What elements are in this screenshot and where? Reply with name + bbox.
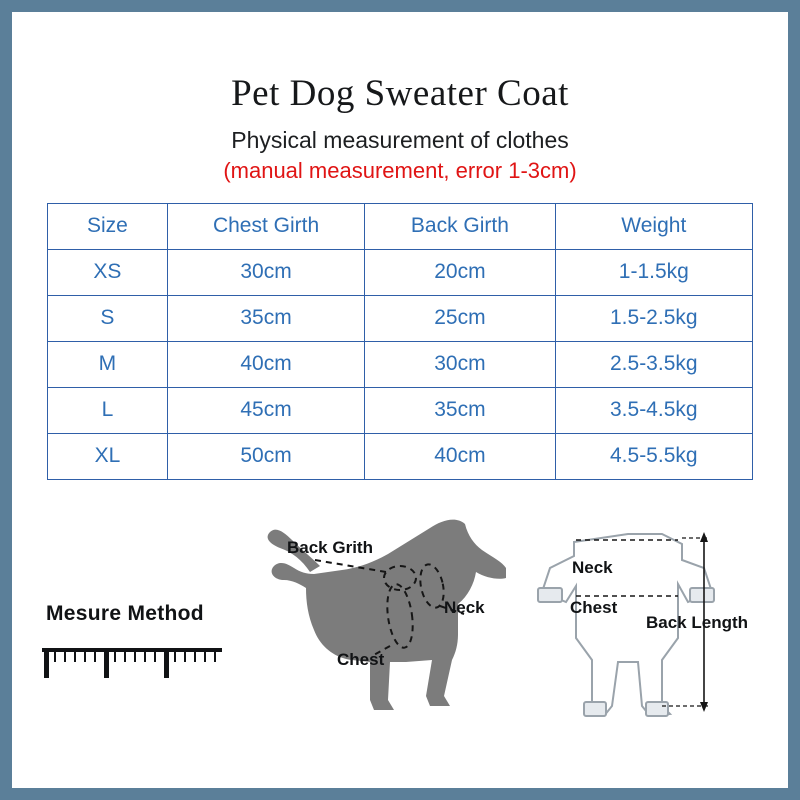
cell-chest-girth: 40cm (167, 341, 364, 387)
table-row (48, 433, 753, 479)
cell-size: S (48, 295, 168, 341)
cell-chest-girth: 30cm (167, 249, 364, 295)
table-row (48, 341, 753, 387)
table-row (48, 387, 753, 433)
label-back-girth: Back Grith (287, 537, 373, 557)
label-neck-dog: Neck (444, 597, 485, 617)
column-header-back-girth: Back Girth (365, 203, 555, 249)
label-neck-coat: Neck (572, 557, 613, 577)
cell-size: XL (48, 433, 168, 479)
label-back-length: Back Length (646, 612, 749, 632)
measurement-diagram (12, 510, 788, 765)
size-table (47, 203, 753, 480)
size-table-wrapper (47, 203, 753, 480)
measurement-note: (manual measurement, error 1-3cm) (223, 158, 577, 184)
cell-back-girth: 20cm (365, 249, 555, 295)
table-row (48, 295, 753, 341)
cell-size: XS (48, 249, 168, 295)
cell-back-girth: 25cm (365, 295, 555, 341)
dog-measurement-lines (12, 510, 512, 740)
label-chest-dog: Chest (337, 649, 385, 669)
cell-weight: 1.5-2.5kg (555, 295, 752, 341)
measure-method-label: Mesure Method (46, 601, 204, 625)
document-sheet (12, 12, 788, 788)
table-header-row (48, 203, 753, 249)
cell-back-girth: 35cm (365, 387, 555, 433)
cell-weight: 4.5-5.5kg (555, 433, 752, 479)
cell-weight: 1-1.5kg (555, 249, 752, 295)
cell-size: L (48, 387, 168, 433)
page-subtitle: Physical measurement of clothes (231, 126, 569, 153)
cell-chest-girth: 50cm (167, 433, 364, 479)
column-header-chest-girth: Chest Girth (167, 203, 364, 249)
column-header-weight: Weight (555, 203, 752, 249)
cell-weight: 2.5-3.5kg (555, 341, 752, 387)
cell-size: M (48, 341, 168, 387)
table-row (48, 249, 753, 295)
column-header-size: Size (48, 203, 168, 249)
cell-weight: 3.5-4.5kg (555, 387, 752, 433)
page-title: Pet Dog Sweater Coat (231, 73, 569, 114)
cell-chest-girth: 35cm (167, 295, 364, 341)
cell-chest-girth: 45cm (167, 387, 364, 433)
cell-back-girth: 40cm (365, 433, 555, 479)
label-chest-coat: Chest (570, 597, 618, 617)
cell-back-girth: 30cm (365, 341, 555, 387)
